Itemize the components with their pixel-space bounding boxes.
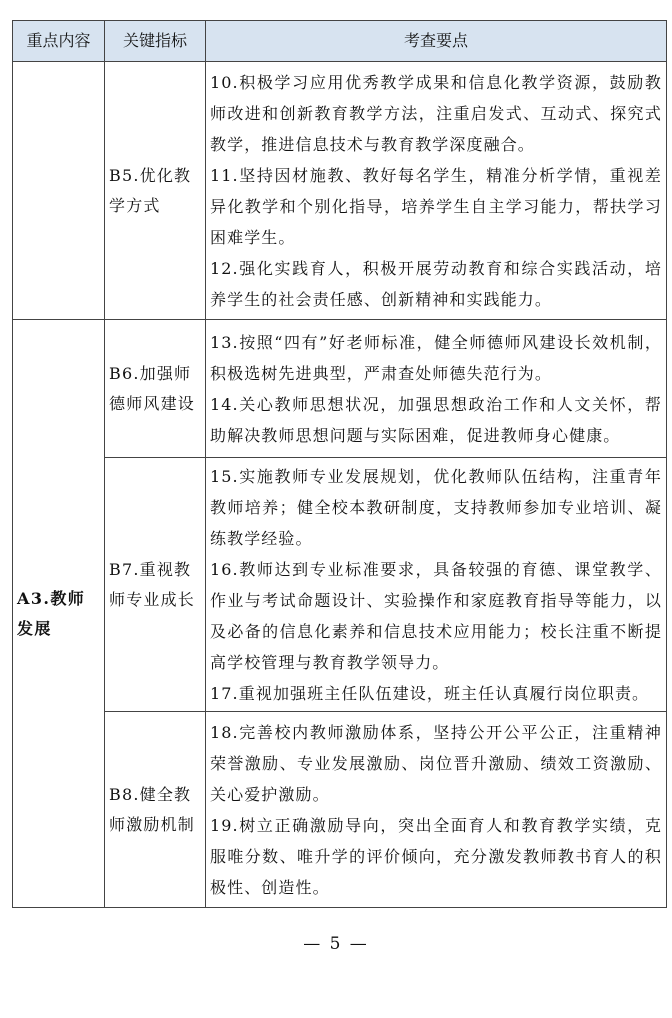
point-14: 14.关心教师思想状况，加强思想政治工作和人文关怀，帮助解决教师思想问题与实际困难，促进教师身心健康。 — [210, 394, 662, 445]
point-10: 10.积极学习应用优秀教学成果和信息化教学资源，鼓励教师改进和创新教育教学方法，注重启发式、互动式、探究式教学，推进信息技术与教育教学深度融合。 — [210, 72, 662, 154]
points-b7 — [206, 458, 667, 712]
point-12: 12.强化实践育人，积极开展劳动教育和综合实践活动，培养学生的社会责任感、创新精神和实践能力。 — [210, 258, 662, 309]
point-13: 13.按照“四有”好老师标准，健全师德师风建设长效机制，积极选树先进典型，严肃查处师德失范行为。 — [210, 332, 662, 383]
point-11: 11.坚持因材施教、教好每名学生，精准分析学情，重视差异化教学和个别化指导，培养学生自主学习能力，帮扶学习困难学生。 — [210, 165, 662, 247]
header-check-points: 考查要点 — [206, 21, 667, 62]
point-16: 16.教师达到专业标准要求，具备较强的育德、课堂教学、作业与考试命题设计、实验操作和家庭教育指导等能力，以及必备的信息化素养和信息技术应用能力；校长注重不断提高学校管理与教育教学领导力。 — [210, 559, 662, 672]
table-row — [13, 62, 667, 320]
header-key-indicator: 关键指标 — [105, 21, 206, 62]
indicator-b6: B6.加强师德师风建设 — [105, 320, 206, 458]
indicator-b5: B5.优化教学方式 — [105, 62, 206, 320]
indicator-b8: B8.健全教师激励机制 — [105, 712, 206, 908]
point-17: 17.重视加强班主任队伍建设，班主任认真履行岗位职责。 — [210, 683, 650, 703]
table-header-row — [13, 21, 667, 62]
points-b5 — [206, 62, 667, 320]
points-b6 — [206, 320, 667, 458]
evaluation-table — [12, 20, 667, 908]
header-key-content: 重点内容 — [13, 21, 105, 62]
table-row — [13, 712, 667, 908]
page-number: — 5 — — [303, 934, 369, 954]
area-cell-top-continuation — [13, 62, 105, 320]
points-b8 — [206, 712, 667, 908]
table-row — [13, 320, 667, 458]
table-row — [13, 458, 667, 712]
area-a3-teacher-development: A3.教师发展 — [13, 320, 105, 908]
indicator-b7: B7.重视教师专业成长 — [105, 458, 206, 712]
point-15: 15.实施教师专业发展规划，优化教师队伍结构，注重青年教师培养；健全校本教研制度，支持教师参加专业培训、凝练教学经验。 — [210, 466, 662, 548]
point-19: 19.树立正确激励导向，突出全面育人和教育教学实绩，克服唯分数、唯升学的评价倾向，充分激发教师教书育人的积极性、创造性。 — [210, 815, 662, 897]
point-18: 18.完善校内教师激励体系，坚持公开公平公正，注重精神荣誉激励、专业发展激励、岗位晋升激励、绩效工资激励、关心爱护激励。 — [210, 722, 662, 804]
